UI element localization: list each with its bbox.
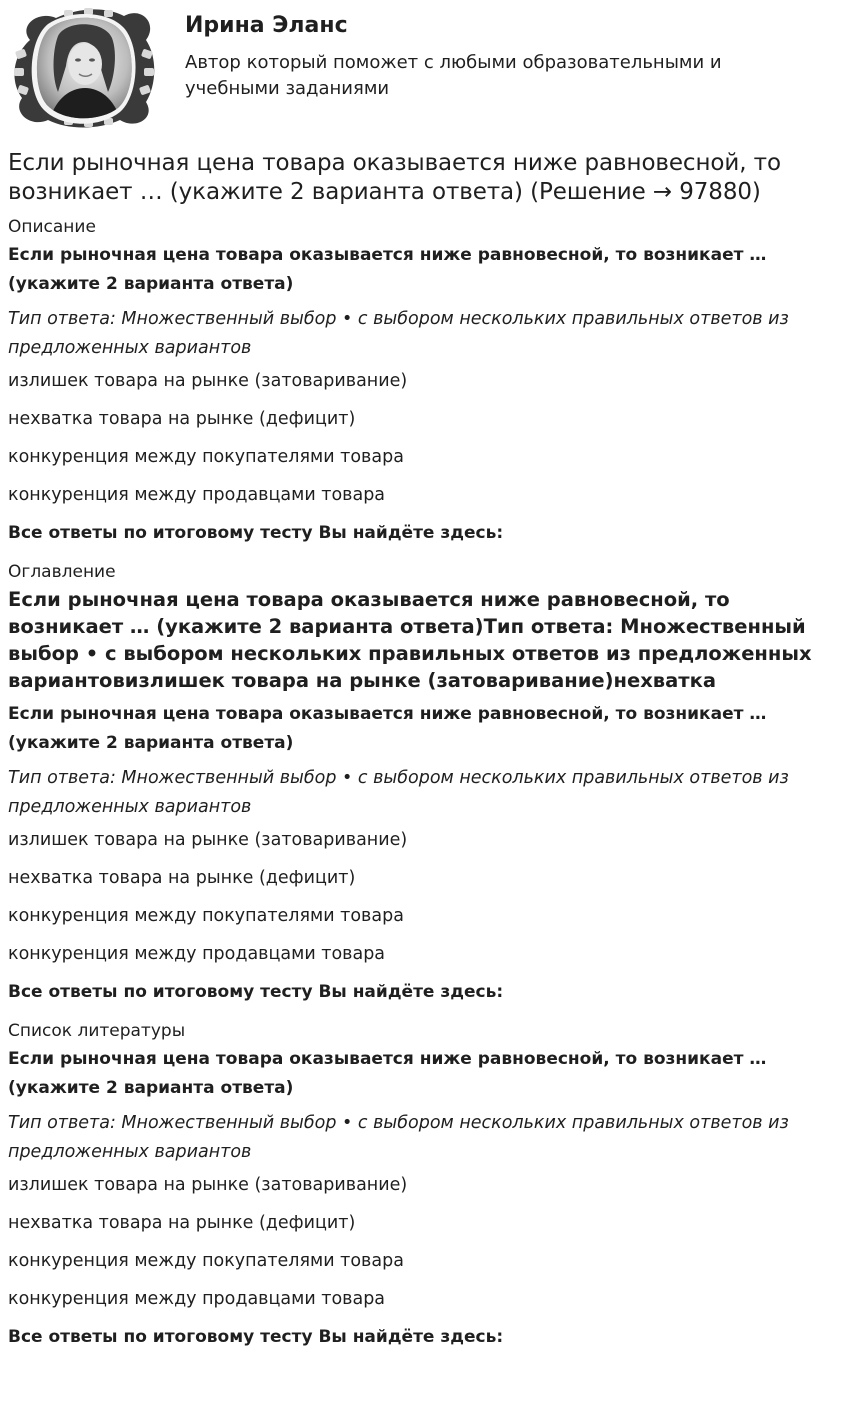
answer-option: конкуренция между покупателями товара: [8, 447, 404, 467]
answer-option: конкуренция между продавцами товара: [8, 944, 386, 964]
section-label-description: Описание: [8, 217, 96, 237]
answer-option: нехватка товара на рынке (дефицит): [8, 409, 356, 429]
section-label-literature: Список литературы: [8, 1021, 186, 1041]
all-answers-note: Все ответы по итоговому тесту Вы найдёте здесь:: [8, 523, 504, 543]
question-text: Если рыночная цена товара оказывается ниже равновесной, то возникает … (укажите 2 варианта ответа): [8, 704, 767, 753]
toc-summary-heading: Если рыночная цена товара оказывается ниже равновесной, то возникает … (укажите 2 варианта ответа)Тип ответа: Множественный выбор • с выбором нескольких правильных ответов из предложенных вариантовизлишек товара на рынке (затоваривание)нехватка: [8, 588, 812, 692]
answer-type-text: Тип ответа: Множественный выбор • с выбором нескольких правильных ответов из предложенных вариантов: [8, 1113, 789, 1162]
answer-option: конкуренция между продавцами товара: [8, 1289, 386, 1309]
description-section: [8, 215, 839, 545]
toc-section: [8, 560, 839, 1004]
answer-option: конкуренция между покупателями товара: [8, 906, 404, 926]
answer-option: нехватка товара на рынке (дефицит): [8, 868, 356, 888]
answer-option: излишек товара на рынке (затоваривание): [8, 371, 408, 391]
all-answers-note: Все ответы по итоговому тесту Вы найдёте здесь:: [8, 982, 504, 1002]
question-text: Если рыночная цена товара оказывается ниже равновесной, то возникает … (укажите 2 варианта ответа): [8, 1049, 767, 1098]
answer-option: излишек товара на рынке (затоваривание): [8, 830, 408, 850]
all-answers-note: Все ответы по итоговому тесту Вы найдёте здесь:: [8, 1327, 504, 1347]
answer-option: излишек товара на рынке (затоваривание): [8, 1175, 408, 1195]
answer-option: нехватка товара на рынке (дефицит): [8, 1213, 356, 1233]
author-name[interactable]: Ирина Эланс: [185, 13, 348, 38]
section-label-toc: Оглавление: [8, 562, 116, 582]
author-description: Автор который поможет с любыми образовательными и учебными заданиями: [185, 52, 722, 99]
answer-type-text: Тип ответа: Множественный выбор • с выбором нескольких правильных ответов из предложенных вариантов: [8, 309, 789, 358]
author-avatar[interactable]: [8, 6, 158, 128]
literature-section: [8, 1019, 839, 1349]
page-title: Если рыночная цена товара оказывается ниже равновесной, то возникает … (укажите 2 варианта ответа) (Решение → 97880): [8, 150, 781, 205]
question-text: Если рыночная цена товара оказывается ниже равновесной, то возникает … (укажите 2 варианта ответа): [8, 245, 767, 294]
answer-type-text: Тип ответа: Множественный выбор • с выбором нескольких правильных ответов из предложенных вариантов: [8, 768, 789, 817]
author-card: [8, 0, 839, 130]
answer-option: конкуренция между покупателями товара: [8, 1251, 404, 1271]
answer-option: конкуренция между продавцами товара: [8, 485, 386, 505]
